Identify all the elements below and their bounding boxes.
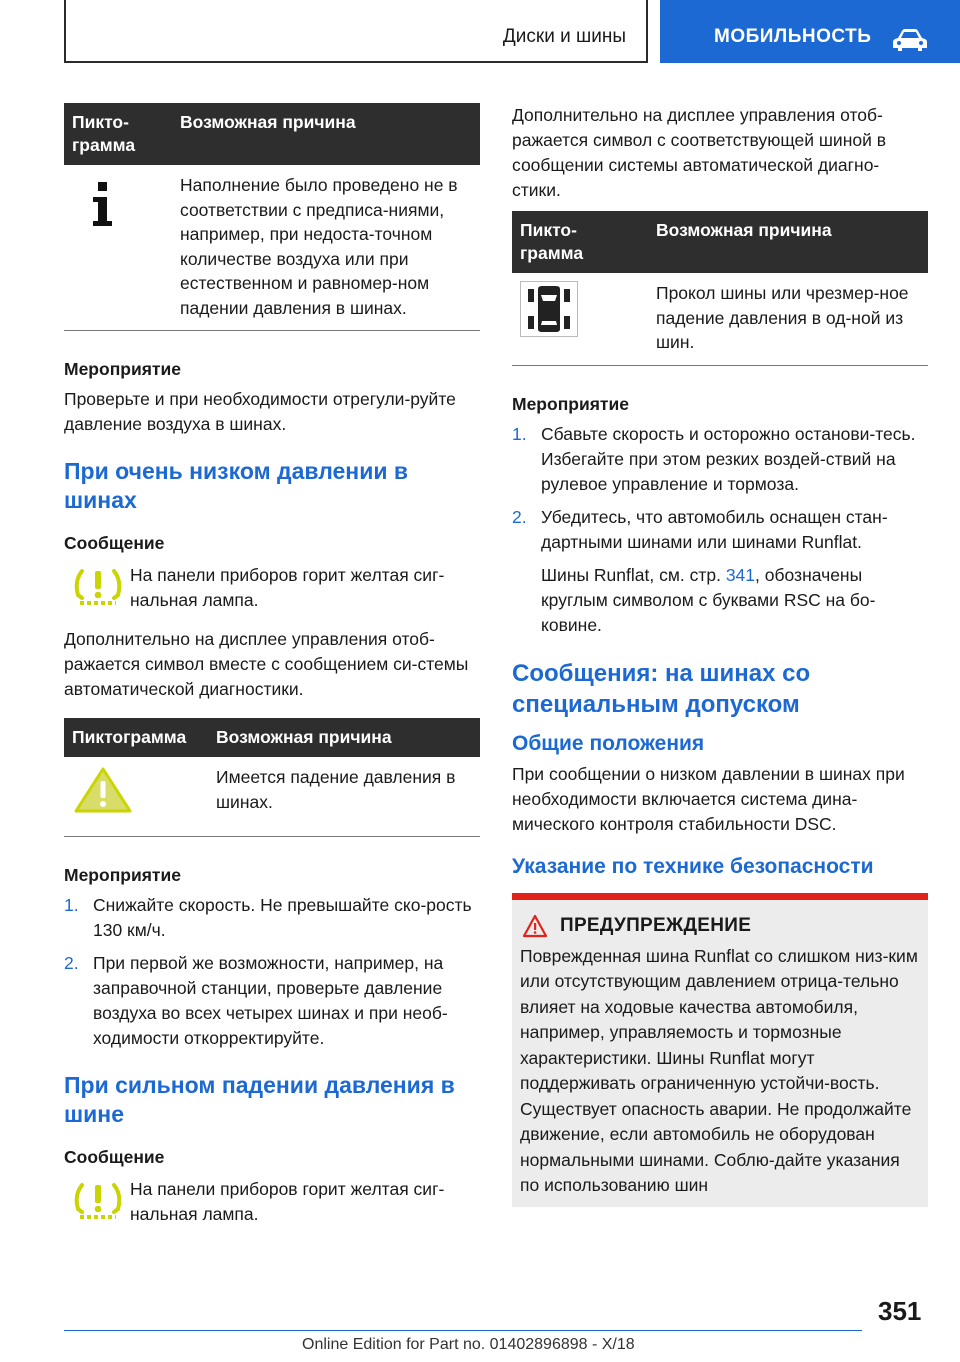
- section-tab: [64, 0, 648, 63]
- warning-triangle-icon: [72, 765, 134, 815]
- table-header-pictogram: Пиктограмма: [64, 718, 208, 757]
- pictogram-table-2: [64, 718, 480, 837]
- step-text: Снижайте скорость. Не превышайте ско-рость 130 км/ч.: [93, 894, 472, 940]
- step-number: 1.: [512, 423, 527, 444]
- info-icon: [72, 173, 132, 233]
- warning-box: [512, 893, 928, 1207]
- measure-title: Мероприятие: [512, 393, 629, 414]
- right-column: [512, 103, 928, 1207]
- note-text-start: Шины Runflat, см. стр.: [541, 564, 726, 585]
- table-row: [512, 273, 928, 365]
- page-header: [0, 0, 960, 66]
- pictogram-table-1: [64, 103, 480, 331]
- cause-text: Наполнение было проведено не в соответствии с предписа-ниями, например, при недоста-точном количестве воздуха или при естественном и равномер-ном падении давления в шинах.: [172, 165, 480, 331]
- display-text: Дополнительно на дисплее управления отоб-ражается символ вместе с сообщением си-стемы автоматической диагностики.: [64, 629, 469, 699]
- step-text: При первой же возможности, например, на заправочной станции, проверьте давление воздуха во всех четырех шинах и при необ-ходимости откорректируйте.: [93, 952, 448, 1048]
- heading-safety: Указание по технике безопасности: [512, 854, 874, 878]
- table-header-pictogram: Пикто- грамма: [64, 103, 172, 165]
- warning-title-row: [522, 914, 920, 938]
- pictogram-table-3: [512, 211, 928, 366]
- tire-pressure-warning-icon: [72, 565, 124, 609]
- page-link[interactable]: 341: [725, 564, 756, 585]
- step-text: Сбавьте скорость и осторожно останови-тесь. Избегайте при этом резких воздей-ствий на рулевое управление и тормоза.: [541, 423, 916, 494]
- heading-low-pressure: При очень низком давлении в шинах: [64, 458, 409, 513]
- step-number: 2.: [512, 506, 527, 527]
- measure-text: Проверьте и при необходимости отрегули-руйте давление воздуха в шинах.: [64, 389, 456, 434]
- runflat-note: [512, 563, 928, 638]
- cause-text: Прокол шины или чрезмер-ное падение давления в од-ной из шин.: [648, 273, 928, 365]
- step-number: 1.: [64, 894, 79, 915]
- heading-pressure-drop: При сильном падении давления в шине: [64, 1071, 455, 1127]
- left-column: [64, 103, 480, 1227]
- page-number: 351: [878, 1296, 922, 1326]
- message-title: Сообщение: [64, 1146, 165, 1167]
- list-item: [512, 422, 928, 497]
- measure-steps: [64, 893, 480, 1051]
- cause-text: Имеется падение давления в шинах.: [208, 757, 480, 836]
- general-text: При сообщении о низком давлении в шинах при необходимости включается система дина-мического контроля стабильности DSC.: [512, 763, 905, 834]
- step-number: 2.: [64, 952, 79, 973]
- table-header-pictogram: Пикто- грамма: [512, 211, 648, 273]
- heading-special-approval: Сообщения: на шинах со специальным допуском: [512, 659, 811, 718]
- table-header-cause: Возможная причина: [208, 718, 480, 757]
- warning-title: ПРЕДУПРЕЖДЕНИЕ: [560, 914, 752, 936]
- car-icon: [892, 28, 928, 52]
- table-row: [64, 757, 480, 836]
- chapter-title: МОБИЛЬНОСТЬ: [714, 26, 872, 47]
- table-header-cause: Возможная причина: [172, 103, 480, 165]
- heading-general: Общие положения: [512, 731, 705, 755]
- chapter-tab[interactable]: [660, 0, 960, 63]
- message-row: [64, 563, 480, 613]
- table-header-cause: Возможная причина: [648, 211, 928, 273]
- measure-title: Мероприятие: [64, 359, 181, 379]
- list-item: [64, 951, 480, 1051]
- warning-triangle-icon: [522, 914, 548, 938]
- footer-divider: [64, 1330, 862, 1331]
- table-row: [64, 165, 480, 331]
- car-tire-icon: [520, 281, 578, 337]
- message-text: На панели приборов горит желтая сиг-нальная лампа.: [130, 565, 445, 610]
- message-row: [64, 1177, 480, 1227]
- list-item: [64, 893, 480, 943]
- intro-text: Дополнительно на дисплее управления отоб-ражается символ с соответствующей шиной в сообщении системы автоматической диагно-стики.: [512, 105, 887, 200]
- measure-title: Мероприятие: [64, 864, 181, 885]
- measure-steps: [512, 422, 928, 555]
- section-title: Диски и шины: [502, 26, 626, 47]
- message-text: На панели приборов горит желтая сиг-нальная лампа.: [130, 1178, 445, 1224]
- step-text: Убедитесь, что автомобиль оснащен стан-дартными шинами или шинами Runflat.: [541, 506, 888, 552]
- tire-pressure-warning-icon: [72, 1179, 124, 1223]
- message-title: Сообщение: [64, 533, 165, 553]
- list-item: [512, 505, 928, 555]
- warning-text: Поврежденная шина Runflat со слишком низ-ким или отсутствующим давлением отрица-тельно влияет на ходовые качества автомобиля, например, управляемость и тормозные характеристики. Шины Runflat могут поддерживать ограниченную устойчи-вость. Существует опасность аварии. Не продолжайте движение, если автомобиль не оборудован нормальными шинами. Соблю-дайте указания по использованию шин: [520, 945, 918, 1195]
- edition-text: Online Edition for Part no. 01402896898 - X/18: [302, 1336, 635, 1353]
- note-text-end: , обозначены круглым символом с буквами RSC на бо-ковине.: [541, 564, 876, 635]
